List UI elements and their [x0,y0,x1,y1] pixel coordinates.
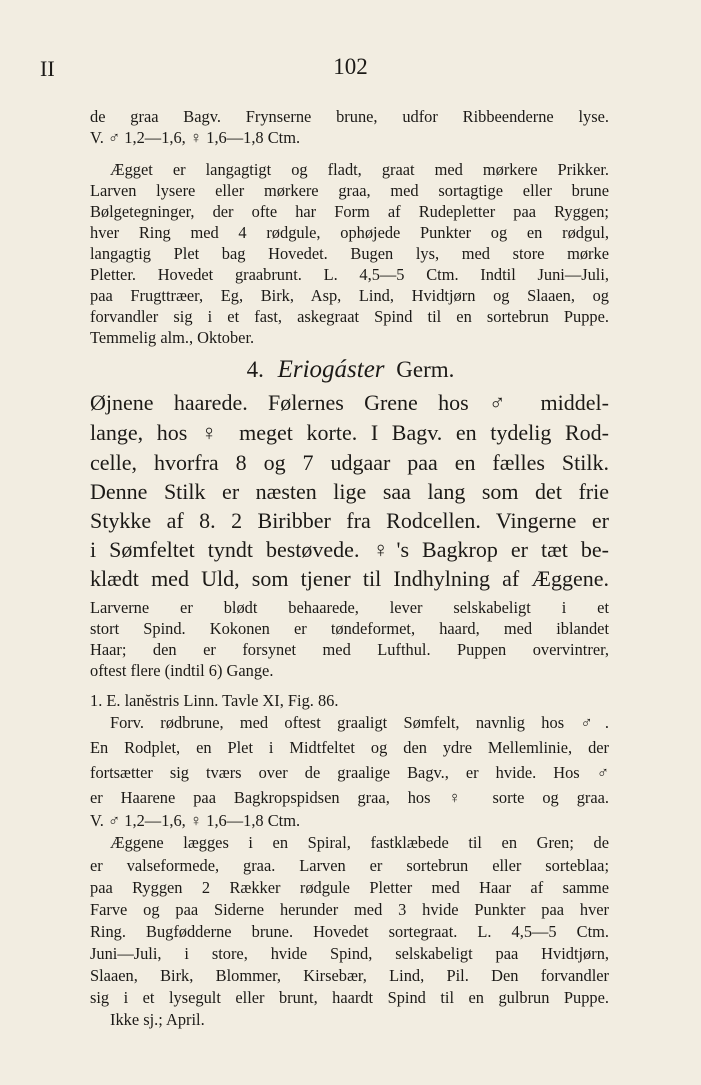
text-line: klædt med Uld, som tjener til Indhylning af Æggene. [90,566,609,591]
text-line: celle, hvorfra 8 og 7 udgaar paa en fælles Stilk. [90,450,609,475]
species-title: 1. E. lanĕstris Linn. Tavle XI, Fig. 86. [90,691,339,710]
text-line: Farve og paa Siderne herunder med 3 hvide Punkter paa hver [90,900,609,919]
text-line: er valseformede, graa. Larven er sortebrun eller sorteblaa; [90,856,609,875]
text-line: Larven lysere eller mørkere graa, med sortagtige eller brune [90,181,609,200]
text-line: Forv. rødbrune, med oftest graaligt Sømfelt, navnlig hos ♂. [110,713,609,732]
section-number: II [40,56,55,81]
text-line: sig i et lysegult eller brunt, haardt Spind til en gulbrun Puppe. [90,988,609,1007]
text-line: Bølgetegninger, der ofte har Form af Rudepletter paa Ryggen; [90,202,609,221]
text-line: Ægget er langagtigt og fladt, graat med mørkere Prikker. [110,160,609,179]
page-number: 102 [333,54,368,79]
text-line: paa Ryggen 2 Rækker rødgule Pletter med Haar af samme [90,878,609,897]
text-line: Juni—Juli, i store, hvide Spind, selskabeligt paa Hvidtjørn, [90,944,609,963]
text-line: Temmelig alm., Oktober. [90,328,255,347]
text-line: Æggene lægges i en Spiral, fastklæbede til en Gren; de [110,833,609,852]
text-line: i Sømfeltet tyndt bestøvede. ♀'s Bagkrop er tæt be- [90,537,609,562]
genus-heading [0,356,701,384]
text-line: En Rodplet, en Plet i Midtfeltet og den ydre Mellemlinie, der [90,738,609,757]
genus-number: 4. [246,357,264,382]
genus-author: Germ. [396,357,455,382]
genus-name: Eriogáster [277,356,385,383]
text-line: de graa Bagv. Frynserne brune, udfor Ribbeenderne lyse. [90,107,609,126]
text-line: Denne Stilk er næsten lige saa lang som det frie [90,479,609,504]
text-line: forvandler sig i et fast, askegraat Spind til en sortebrun Puppe. [90,307,609,326]
text-line: hver Ring med 4 rødgule, ophøjede Punkter og en rødgul, [90,223,609,242]
text-line: stort Spind. Kokonen er tøndeformet, haard, med iblandet [90,619,609,638]
text-line: Pletter. Hovedet graabrunt. L. 4,5—5 Ctm. Indtil Juni—Juli, [90,265,609,284]
text-line: fortsætter sig tværs over de graalige Bagv., er hvide. Hos ♂ [90,763,609,782]
text-line: langagtig Plet bag Hovedet. Bugen lys, med store mørke [90,244,609,263]
text-line: Stykke af 8. 2 Biribber fra Rodcellen. Vingerne er [90,508,609,533]
text-line: Larverne er blødt behaarede, lever selskabeligt i et [90,598,609,617]
text-line: lange, hos ♀ meget korte. I Bagv. en tydelig Rod- [90,420,609,445]
text-line: Øjnene haarede. Følernes Grene hos ♂ middel- [90,390,609,415]
text-line: er Haarene paa Bagkropspidsen graa, hos ♀ sorte og graa. [90,788,609,807]
text-line: Ring. Bugfødderne brune. Hovedet sortegraat. L. 4,5—5 Ctm. [90,922,609,941]
text-line: Slaaen, Birk, Blommer, Kirsebær, Lind, Pil. Den forvandler [90,966,609,985]
text-line: paa Frugttræer, Eg, Birk, Asp, Lind, Hvidtjørn og Slaaen, og [90,286,609,305]
text-line: Haar; den er forsynet med Lufthul. Puppen overvintrer, [90,640,609,659]
text-line: V. ♂ 1,2—1,6, ♀ 1,6—1,8 Ctm. [90,128,301,147]
text-line: V. ♂ 1,2—1,6, ♀ 1,6—1,8 Ctm. [90,811,301,830]
text-line: Ikke sj.; April. [110,1010,205,1029]
text-line: oftest flere (indtil 6) Gange. [90,661,274,680]
